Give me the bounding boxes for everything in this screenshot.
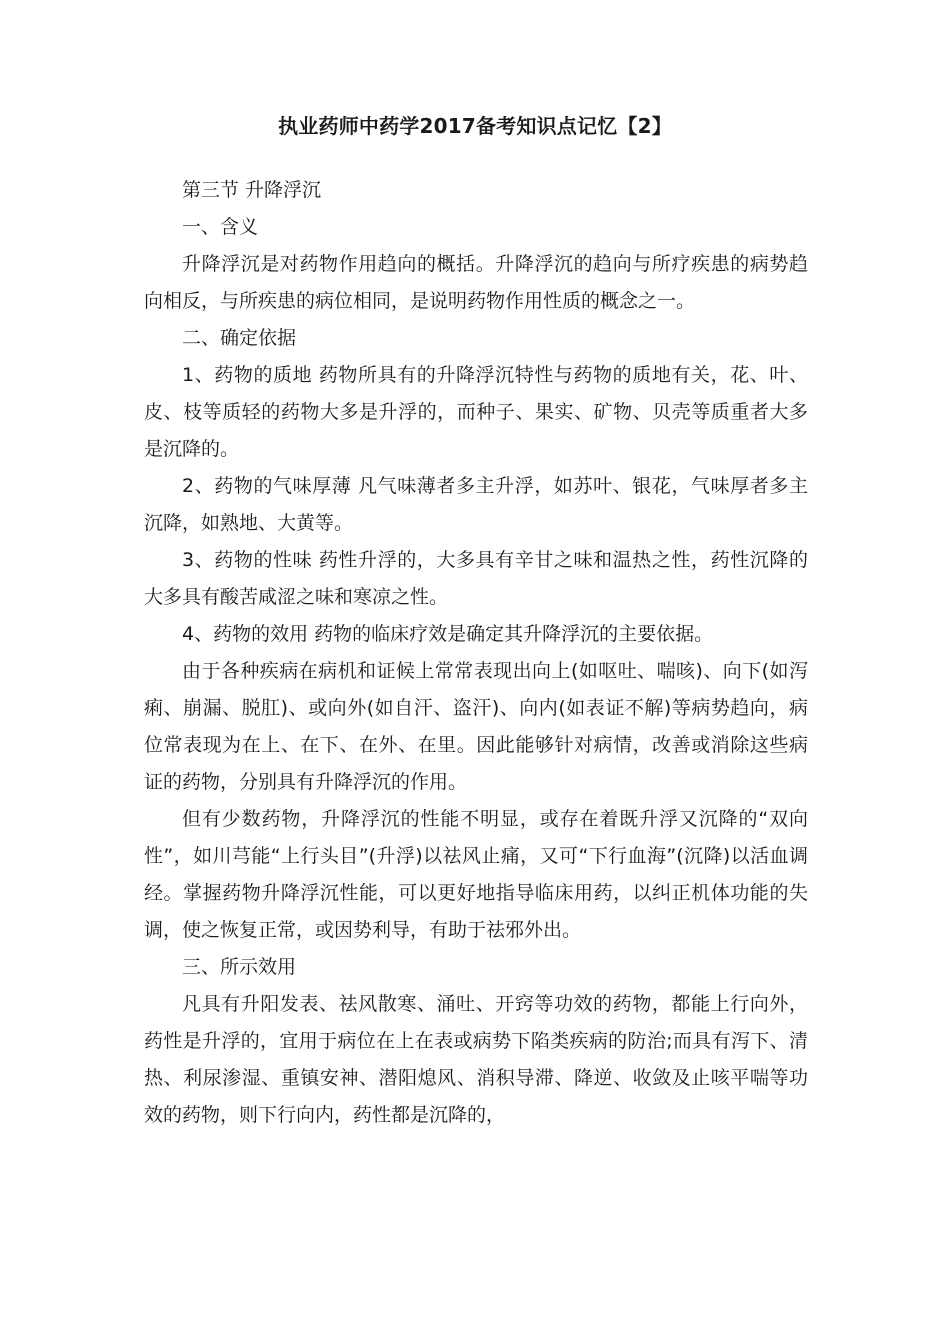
section-heading: 第三节 升降浮沉 — [182, 179, 322, 201]
paragraph: 但有少数药物，升降浮沉的性能不明显，或存在着既升浮又沉降的“双向性”，如川芎能“上行头目”(升浮)以祛风止痛，又可“下行血海”(沉降)以活血调经。掌握药物升降浮沉性能，可以更好地指导临床用药，以纠正机体功能的失调，使之恢复正常，或因势利导，有助于祛邪外出。 — [144, 808, 808, 941]
paragraph: 凡具有升阳发表、祛风散寒、涌吐、开窍等功效的药物，都能上行向外，药性是升浮的，宜用于病位在上在表或病势下陷类疾病的防治;而具有泻下、清热、利尿渗湿、重镇安神、潜阳熄风、消积导滞、降逆、收敛及止咳平喘等功效的药物，则下行向内，药性都是沉降的， — [144, 993, 808, 1126]
paragraph: 升降浮沉是对药物作用趋向的概括。升降浮沉的趋向与所疗疾患的病势趋向相反，与所疾患的病位相同，是说明药物作用性质的概念之一。 — [144, 253, 808, 312]
subsection-heading-basis: 二、确定依据 — [182, 327, 297, 349]
paragraph: 2、药物的气味厚薄 凡气味薄者多主升浮，如苏叶、银花，气味厚者多主沉降，如熟地、大黄等。 — [144, 475, 808, 534]
document-body — [144, 172, 808, 1134]
subsection-heading-meaning: 一、含义 — [182, 216, 259, 238]
paragraph: 4、药物的效用 药物的临床疗效是确定其升降浮沉的主要依据。 — [182, 623, 714, 645]
subsection-heading-effects: 三、所示效用 — [182, 956, 297, 978]
paragraph: 由于各种疾病在病机和证候上常常表现出向上(如呕吐、喘咳)、向下(如泻痢、崩漏、脱肛)、或向外(如自汗、盗汗)、向内(如表证不解)等病势趋向，病位常表现为在上、在下、在外、在里。因此能够针对病情，改善或消除这些病证的药物，分别具有升降浮沉的作用。 — [144, 660, 808, 793]
paragraph: 3、药物的性味 药性升浮的，大多具有辛甘之味和温热之性，药性沉降的大多具有酸苦咸涩之味和寒凉之性。 — [144, 549, 808, 608]
paragraph: 1、药物的质地 药物所具有的升降浮沉特性与药物的质地有关，花、叶、皮、枝等质轻的药物大多是升浮的，而种子、果实、矿物、贝壳等质重者大多是沉降的。 — [144, 364, 808, 460]
document-title: 执业药师中药学2017备考知识点记忆【2】 — [278, 114, 672, 138]
